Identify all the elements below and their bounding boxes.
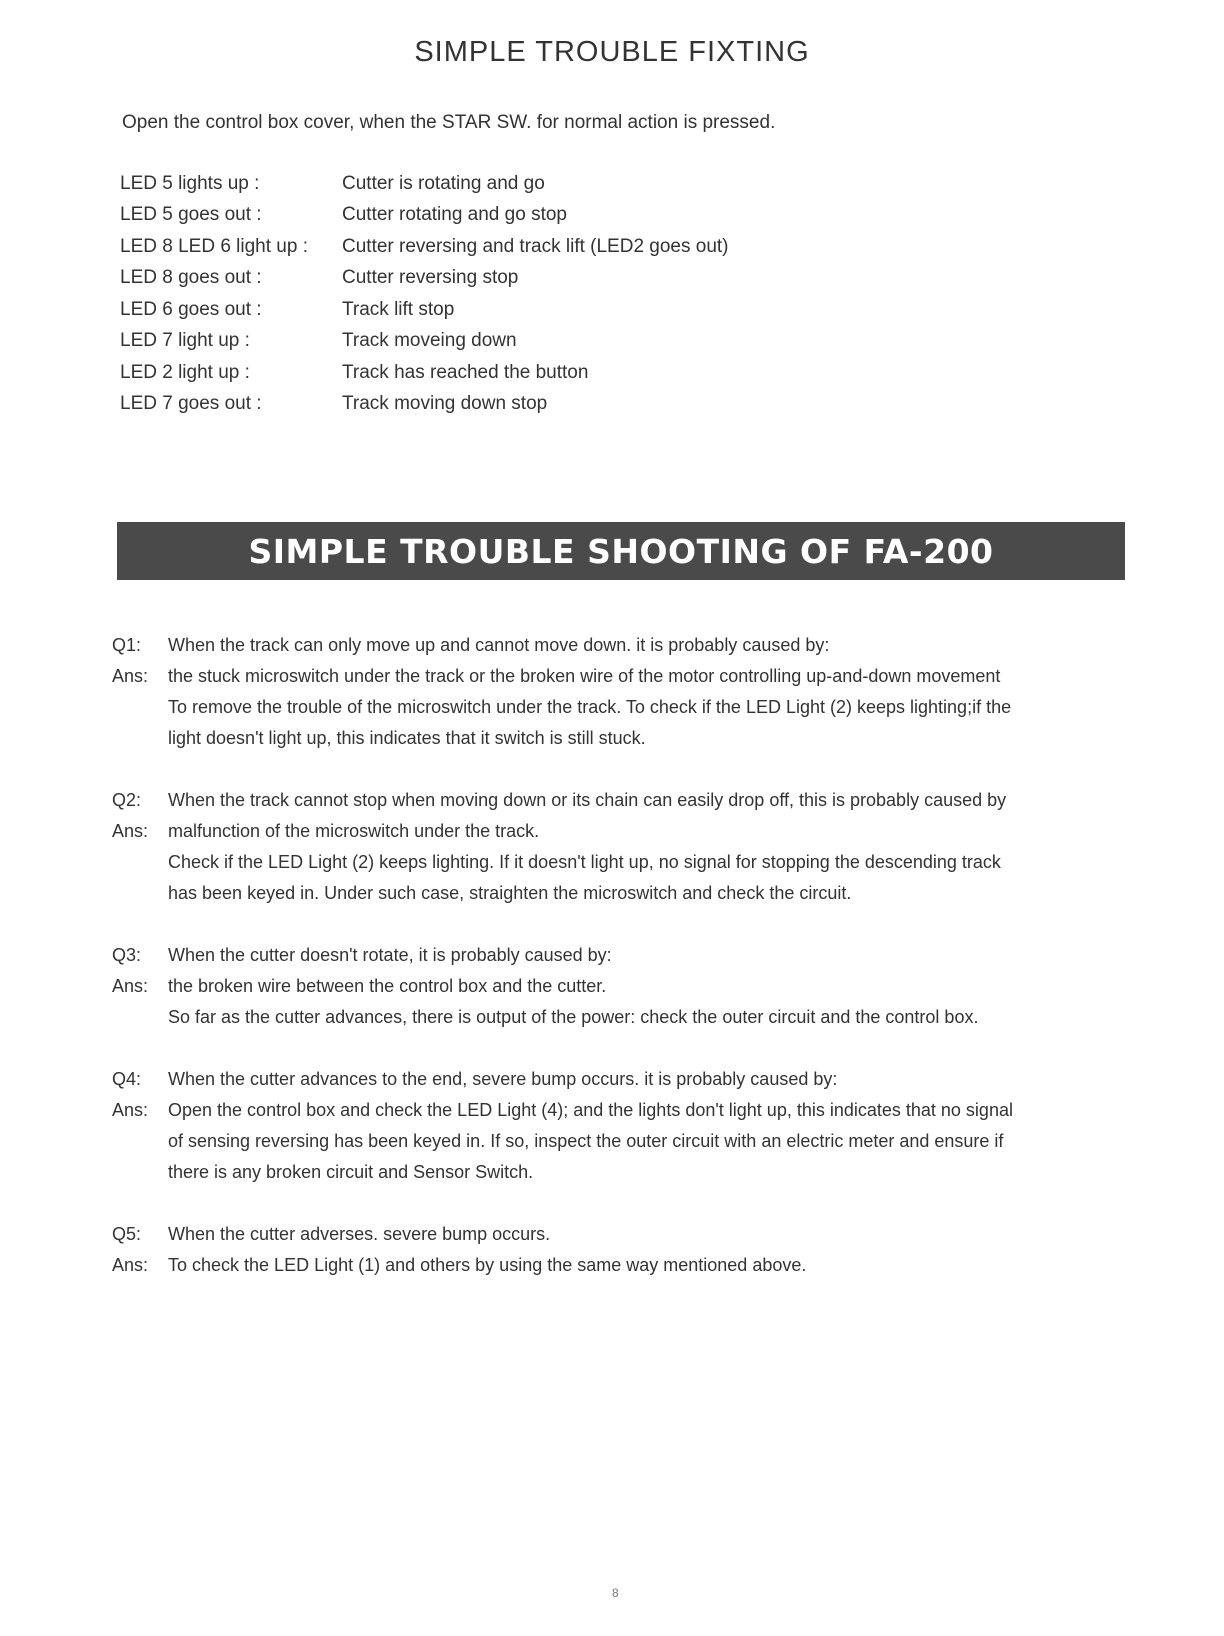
answer-text: the broken wire between the control box and the cutter. <box>168 976 607 996</box>
question-text: When the cutter adverses. severe bump occurs. <box>168 1224 551 1244</box>
answer-text: Open the control box and check the LED Light (4); and the lights don't light up, this indicates that no signal <box>168 1100 1013 1120</box>
answer-tag: Ans: <box>112 1255 149 1275</box>
led-row <box>120 200 729 232</box>
question-line <box>112 1064 1132 1095</box>
led-label: LED 7 light up : <box>120 330 250 352</box>
question-text: When the cutter doesn't rotate, it is probably caused by: <box>168 945 612 965</box>
question-tag: Q1: <box>112 635 142 655</box>
led-label: LED 8 goes out : <box>120 267 262 289</box>
led-label: LED 8 LED 6 light up : <box>120 235 308 257</box>
qa-item <box>112 1064 1132 1188</box>
section-title-fixing: SIMPLE TROUBLE FIXTING <box>414 36 810 68</box>
led-label: LED 7 goes out : <box>120 393 262 415</box>
question-line <box>112 940 1132 971</box>
page-number: 8 <box>612 1586 619 1600</box>
question-tag: Q4: <box>112 1069 142 1089</box>
led-label: LED 2 light up : <box>120 361 250 383</box>
led-action: Track moving down stop <box>342 393 548 415</box>
question-text: When the cutter advances to the end, severe bump occurs. it is probably caused by: <box>168 1069 838 1089</box>
led-row <box>120 168 729 200</box>
answer-continuation: Check if the LED Light (2) keeps lighting. If it doesn't light up, no signal for stopping the descending track <box>168 852 1001 872</box>
question-line <box>112 630 1132 661</box>
answer-line <box>112 1250 1132 1281</box>
answer-continuation: So far as the cutter advances, there is output of the power: check the outer circuit and the control box. <box>168 1007 979 1027</box>
question-line <box>112 785 1132 816</box>
question-tag: Q5: <box>112 1224 142 1244</box>
led-row <box>120 294 729 326</box>
led-action: Cutter rotating and go stop <box>342 204 567 226</box>
led-row <box>120 357 729 389</box>
question-text: When the track can only move up and cannot move down. it is probably caused by: <box>168 635 830 655</box>
answer-continuation: has been keyed in. Under such case, straighten the microswitch and check the circuit. <box>168 883 852 903</box>
led-row <box>120 389 729 421</box>
answer-continuation: of sensing reversing has been keyed in. If so, inspect the outer circuit with an electric meter and ensure if <box>168 1131 1004 1151</box>
led-action: Cutter is rotating and go <box>342 172 545 194</box>
answer-continuation: light doesn't light up, this indicates that it switch is still stuck. <box>168 728 646 748</box>
answer-tag: Ans: <box>112 1100 149 1120</box>
question-tag: Q2: <box>112 790 142 810</box>
led-label: LED 6 goes out : <box>120 298 262 320</box>
qa-item <box>112 785 1132 909</box>
qa-list <box>112 630 1132 1312</box>
answer-line <box>112 816 1132 847</box>
answer-tag: Ans: <box>112 666 149 686</box>
qa-item <box>112 630 1132 754</box>
question-text: When the track cannot stop when moving down or its chain can easily drop off, this is probably caused by <box>168 790 1007 810</box>
led-row <box>120 263 729 295</box>
answer-tag: Ans: <box>112 821 149 841</box>
answer-line <box>112 1095 1132 1126</box>
led-action: Cutter reversing stop <box>342 267 519 289</box>
led-action: Cutter reversing and track lift (LED2 goes out) <box>342 235 729 257</box>
led-action: Track lift stop <box>342 298 455 320</box>
led-action: Track has reached the button <box>342 361 589 383</box>
question-line <box>112 1219 1132 1250</box>
answer-text: To check the LED Light (1) and others by using the same way mentioned above. <box>168 1255 807 1275</box>
led-label: LED 5 lights up : <box>120 172 260 194</box>
led-row <box>120 231 729 263</box>
qa-item <box>112 1219 1132 1281</box>
led-action: Track moveing down <box>342 330 517 352</box>
answer-line <box>112 661 1132 692</box>
answer-tag: Ans: <box>112 976 149 996</box>
question-tag: Q3: <box>112 945 142 965</box>
answer-text: the stuck microswitch under the track or the broken wire of the motor controlling up-and-down movement <box>168 666 1001 686</box>
answer-continuation: there is any broken circuit and Sensor Switch. <box>168 1162 534 1182</box>
qa-item <box>112 940 1132 1033</box>
answer-line <box>112 971 1132 1002</box>
answer-text: malfunction of the microswitch under the track. <box>168 821 540 841</box>
led-label: LED 5 goes out : <box>120 204 262 226</box>
led-row <box>120 326 729 358</box>
answer-continuation: To remove the trouble of the microswitch under the track. To check if the LED Light (2) keeps lighting;if the <box>168 697 1012 717</box>
led-status-table <box>120 168 729 420</box>
intro-text: Open the control box cover, when the STAR SW. for normal action is pressed. <box>122 112 776 133</box>
section-banner-trouble-shooting: SIMPLE TROUBLE SHOOTING OF FA-200 <box>117 522 1125 580</box>
